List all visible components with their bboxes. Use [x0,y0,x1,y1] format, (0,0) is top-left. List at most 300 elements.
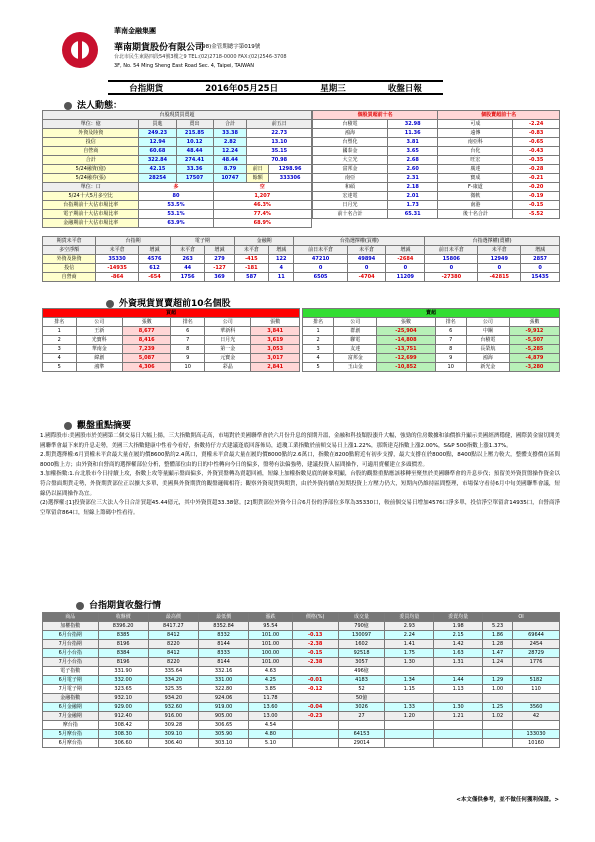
table-cell: 306.60 [98,739,148,748]
table-cell: 4.25 [249,676,292,685]
bull-label: 多 [139,183,213,192]
table-cell: 7,239 [122,345,171,354]
license-number: (98)金管期總字第019號 [200,44,261,50]
table-cell [513,667,560,676]
table-cell: 64153 [338,730,385,739]
stock-value: -0.20 [513,183,560,192]
table-cell: 投信 [43,138,139,147]
table-cell: 53.5% [139,201,213,210]
table-cell: 12949 [478,255,521,264]
table-cell: 2 [43,336,77,345]
table-cell: 1.15 [385,685,434,694]
table-cell [513,694,560,703]
table-cell: -10,852 [377,363,435,372]
foreign-sell-table [302,308,560,372]
table-cell: 0 [478,264,521,273]
stock-name: 微軟 [438,192,513,201]
table-cell: -415 [234,255,268,264]
table-cell: 7 [171,336,205,345]
table-cell [483,739,513,748]
table-cell: 聯電 [334,336,377,345]
table-row [313,201,560,210]
table-cell: 1.34 [385,676,434,685]
table-cell: 台指期前十大佔市場比率 [43,201,139,210]
table-cell: 279 [205,255,234,264]
column-header: 公司 [76,318,122,327]
table-cell: 第一金 [205,345,251,354]
table-cell: 自營商 [43,147,139,156]
stock-value: -0.28 [513,165,560,174]
table-cell [292,622,338,631]
table-cell: -13,751 [377,345,435,354]
table-cell: 7月小台指 [43,658,99,667]
table-cell: 11 [268,273,294,282]
column-header: 收盤價 [98,613,148,622]
table-cell: 摩台指 [43,721,99,730]
table-cell: 305.90 [199,730,249,739]
stock-value: 3.65 [387,147,437,156]
table-cell: 玉山金 [334,363,377,372]
table-cell: 496億 [338,667,385,676]
column-header: 最高價 [148,613,198,622]
table-cell: 3026 [338,703,385,712]
table-cell: 335.64 [148,667,198,676]
column-header: 合計 [213,120,247,129]
table-cell: 光寶科 [76,336,122,345]
table-cell: 919.00 [199,703,249,712]
stock-name: 鴻海 [313,129,388,138]
stock-value: -0.43 [513,147,560,156]
stock-name: 日月光 [313,201,388,210]
column-header: 買進 [139,120,176,129]
company-name: 華南期貨股份有限公司 [114,43,205,53]
stock-value: -0.15 [513,201,560,210]
bullet-icon [106,300,114,308]
table-cell: 8417.27 [148,622,198,631]
table-cell: 華南金 [76,345,122,354]
company-logo [62,32,98,68]
table-cell: 101.00 [249,640,292,649]
table-cell: 4 [303,354,334,363]
table-cell [513,622,560,631]
table-cell: 46.3% [213,201,311,210]
table-cell: 334.20 [148,676,198,685]
table-row [43,327,300,336]
table-cell: 28729 [513,649,560,658]
table-cell: 274.41 [176,156,213,165]
column-header: 委賣均量 [434,613,483,622]
table-cell: 8220 [148,658,198,667]
commentary-paragraph: 3.加權指數:1.台北股市今日持續上攻，指數上攻等量顯示盤面偏多，外資買盤轉為賣超回補，短線上加權指數見底的跡象明顯，台股的觀盤重點應該移轉至聚焦於美國聯準會的升息步伐；預留美外資買盤操作資金以符合盤面期貨走勢，外資期貨部位正以擴大多單，美國與外資期貨的觀盤邏輯相符；觀察外資現貨與期貨，由於外資持續在短期投資上方壓力仍大，短期內仍維持區間整理，市場保守看待6月中旬美國聯準會議，短線仍以區間操作為宜。 [40,471,560,497]
table-cell: 1.86 [483,631,513,640]
table-cell [292,694,338,703]
column-header: 增減 [386,246,425,255]
table-cell: 70.98 [247,156,312,165]
table-cell: 新光金 [466,363,509,372]
section-summary-title: 觀盤重點摘要 [64,418,131,431]
column-header: 公司 [205,318,251,327]
table-cell: 3,053 [251,345,300,354]
stock-name: 前十名合計 [313,210,388,219]
table-cell: -864 [96,273,139,282]
table-cell: 2.15 [434,631,483,640]
table-cell: 5 [303,363,334,372]
table-row [43,363,300,372]
top-stocks-table [312,110,560,219]
table-cell: 5 [43,363,77,372]
report-title-bar [108,80,443,95]
stock-name: 台積電 [313,120,388,129]
table-cell: 42 [513,712,560,721]
table-cell: 47210 [294,255,347,264]
group-name: 華南金融集團 [114,27,156,35]
table-cell: -0.01 [292,676,338,685]
column-header: 委買均量 [385,613,434,622]
stock-value: 2.01 [387,192,437,201]
stock-name: 廣達 [438,165,513,174]
table-cell: 17507 [176,174,213,183]
table-cell: 77.4% [213,210,311,219]
table-cell: 48.44 [213,156,247,165]
title-weekday: 星期三 [320,83,346,94]
column-header: 排名 [171,318,205,327]
table-cell: 6月摩台指 [43,739,99,748]
table-cell: -654 [138,273,170,282]
table-cell: 612 [138,264,170,273]
table-cell: 1.20 [385,712,434,721]
column-header: 未平倉 [171,246,205,255]
table-cell: -127 [205,264,234,273]
table-row [43,658,560,667]
table-cell: 1.25 [483,703,513,712]
table-cell [292,730,338,739]
table-row [43,631,560,640]
table-cell: -12,699 [377,354,435,363]
table-cell: 1.44 [434,676,483,685]
table-cell: 100.00 [249,649,292,658]
table-cell [434,667,483,676]
table-row [43,676,560,685]
table-cell [434,739,483,748]
table-cell: 587 [234,273,268,282]
table-cell: 長榮航 [466,345,509,354]
table-cell [483,721,513,730]
table-row [43,138,312,147]
table-row [313,165,560,174]
table-cell: 8196 [98,640,148,649]
table-row [303,345,560,354]
table-cell: -2.38 [292,640,338,649]
table-cell: 932.10 [98,694,148,703]
table-cell: 912.40 [98,712,148,721]
table-cell: -5,507 [509,336,559,345]
table-cell: 5.23 [483,622,513,631]
table-cell: 308.30 [98,730,148,739]
stock-value: 2.60 [387,165,437,174]
table-cell: 8,416 [122,336,171,345]
table-row [43,147,312,156]
table-cell: 合計 [43,156,139,165]
table-cell: -0.23 [292,712,338,721]
table-cell: 0 [294,264,347,273]
table-cell: 王新 [76,327,122,336]
table-cell: 華新科 [205,327,251,336]
column-header: 增減 [205,246,234,255]
table-cell: 5,087 [122,354,171,363]
table-cell: 鴻海 [466,354,509,363]
table-cell: 金融期前十大佔市場比率 [43,219,139,228]
table-cell: 6月小台指 [43,649,99,658]
table-cell: 6505 [294,273,347,282]
table-cell: 7月台指期 [43,640,99,649]
table-cell: 10160 [513,739,560,748]
column-header: 前日未平倉 [425,246,478,255]
table-cell: 7 [435,336,466,345]
table-row [43,730,560,739]
table-cell: 1.24 [483,658,513,667]
table-cell: 3,841 [251,327,300,336]
table-cell: 322.84 [139,156,176,165]
table-cell: 金融指數 [43,694,99,703]
table-row [43,174,312,183]
column-header: OI [483,613,560,622]
table-row [43,165,312,174]
table-cell: 投信 [43,264,96,273]
group-header: 台指選擇權(買權) [294,237,425,246]
table-cell: -25,904 [377,327,435,336]
table-cell: 6月金融期 [43,703,99,712]
table-row [313,192,560,201]
table-row [43,201,312,210]
stock-name: 宏達電 [313,192,388,201]
top-buy-title: 個股買超前十名 [313,111,438,120]
table-cell: 5182 [513,676,560,685]
table-cell: 2.24 [385,631,434,640]
table-cell: -14,808 [377,336,435,345]
column-header: 多空淨額 [43,246,96,255]
institutional-caption: 台股現貨買賣超 [43,111,312,120]
table-cell: 332.00 [98,676,148,685]
table-cell: 33.36 [176,165,213,174]
stock-name: 國泰金 [313,147,388,156]
table-row [43,685,560,694]
table-cell: -9,912 [509,327,559,336]
table-cell: 68.9% [213,219,311,228]
table-cell [385,739,434,748]
stock-name: 台塑化 [313,138,388,147]
column-header: 成交量 [338,613,385,622]
stock-name: 富邦金 [313,165,388,174]
table-cell: 富邦金 [334,354,377,363]
table-cell: 9 [435,354,466,363]
table-cell: 11209 [386,273,425,282]
table-cell: 8144 [199,658,249,667]
table-cell [385,721,434,730]
table-cell: 63.9% [139,219,213,228]
table-cell: 35.15 [247,147,312,156]
table-cell: -0.15 [292,649,338,658]
table-row [43,649,560,658]
table-cell [483,730,513,739]
table-cell: -4,879 [509,354,559,363]
table-cell [292,739,338,748]
table-cell: 4576 [138,255,170,264]
table-row [43,255,560,264]
table-cell: 1.21 [434,712,483,721]
table-cell: 10747 [213,174,247,183]
table-cell: 8352.84 [199,622,249,631]
table-row [43,703,560,712]
table-cell: 11.78 [249,694,292,703]
table-cell: 333306 [269,174,312,183]
table-cell: 1298.96 [269,165,312,174]
table-cell: 1756 [171,273,205,282]
commentary-paragraph: 2.期貨選擇權:6月買權未平倉最大量在履約價8600點約2.4萬口，賣權未平倉最大量在履約價8000點約2.6萬口，指數在8200點附近有初步支撐，最大支撐在於8000點，8400點以上壓力較大，整體支撐價在區間8000點上方；由外資和自營商的選擇權部位分析，整體部位由的日的中性轉向今日的偏多，盤勢有法偏強勢，建議投資人區間操作，可適用賣權建立多頭價差。 [40,452,560,468]
table-cell: 4183 [338,676,385,685]
table-cell: 電子期前十大佔市場比率 [43,210,139,219]
column-header: 未平倉 [347,246,386,255]
table-cell: 8220 [148,640,198,649]
stock-value: -2.24 [513,120,560,129]
table-cell: 60.68 [139,147,176,156]
stock-value: 2.31 [387,174,437,183]
table-cell: -0.12 [292,685,338,694]
top-sell-title: 個股賣超前十名 [438,111,560,120]
table-cell: 35330 [96,255,139,264]
table-cell: 1602 [338,640,385,649]
table-cell: 932.60 [148,703,198,712]
table-cell [513,721,560,730]
table-cell: 5月摩台指 [43,730,99,739]
table-cell: 4 [43,354,77,363]
table-cell: -0.13 [292,631,338,640]
table-cell: 322.80 [199,685,249,694]
table-cell: 50億 [338,694,385,703]
table-cell: 332.16 [199,667,249,676]
table-cell: 4.54 [249,721,292,730]
table-cell: 15435 [521,273,560,282]
table-row [313,138,560,147]
table-row [43,721,560,730]
table-cell: 12.94 [139,138,176,147]
table-cell: 2.93 [385,622,434,631]
section-quotes-title: 台指期貨收盤行情 [76,598,161,611]
table-cell: 1.98 [434,622,483,631]
table-cell: 1 [303,327,334,336]
table-cell: 5.10 [249,739,292,748]
table-cell: 0 [386,264,425,273]
table-cell: 8384 [98,649,148,658]
table-cell: 3,017 [251,354,300,363]
table-cell: 4.63 [249,667,292,676]
table-cell: 7月電子期 [43,685,99,694]
table-row [43,712,560,721]
table-cell: 13.10 [247,138,312,147]
table-cell: 1.02 [483,712,513,721]
title-date: 2016年05月25日 [205,83,279,94]
table-cell: 325.35 [148,685,198,694]
table-row [303,327,560,336]
table-row [313,156,560,165]
stock-value: -0.35 [513,156,560,165]
title-product: 台指期貨 [129,83,164,94]
table-cell: 中鋼 [466,327,509,336]
table-cell [385,694,434,703]
table-cell: -14935 [96,264,139,273]
table-cell: 6月台指期 [43,631,99,640]
table-cell: -2.38 [292,658,338,667]
table-cell: 27 [338,712,385,721]
table-cell: 53.1% [139,210,213,219]
table-cell [434,694,483,703]
column-header: 排名 [303,318,334,327]
table-cell: 1 [43,327,77,336]
foreign-buy-table [42,308,300,372]
table-cell: 10 [435,363,466,372]
table-cell: 4.80 [249,730,292,739]
table-cell: 6 [171,327,205,336]
table-cell: 1.47 [483,649,513,658]
stock-name: 旺宏 [438,156,513,165]
table-cell: 9 [171,354,205,363]
title-report: 收盤日報 [387,83,422,94]
table-cell: 1.63 [434,649,483,658]
table-cell: 33.38 [213,129,247,138]
table-cell: 306.65 [199,721,249,730]
stock-name: 台化 [438,147,513,156]
stock-name: 寶成 [438,174,513,183]
table-cell [385,730,434,739]
table-cell: 0 [347,264,386,273]
table-cell: 249.23 [139,129,176,138]
table-cell: 22.73 [247,129,312,138]
table-row [313,174,560,183]
table-cell: 6 [435,327,466,336]
table-cell: 前日 [247,165,269,174]
group-header: 台指選擇權(賣權) [425,237,560,246]
section-institutional-title: 法人動態： [64,98,122,111]
table-cell [385,667,434,676]
table-cell: 友達 [334,345,377,354]
table-cell: 台積電 [466,336,509,345]
stock-name: 南亞 [313,174,388,183]
address-en: 3F, No. 54 Ming Sheng East Road Sec. 4, Taipei, TAIWAN [114,63,255,69]
column-header: 增減 [521,246,560,255]
stock-value: 32.98 [387,120,437,129]
table-cell: 0 [521,264,560,273]
stock-value: -0.21 [513,174,560,183]
table-cell: 加權指數 [43,622,99,631]
foreign-buy-title: 買超 [43,309,300,318]
stock-name: 大立光 [313,156,388,165]
table-cell [292,667,338,676]
table-cell: 80 [139,192,213,201]
table-cell: 369 [205,273,234,282]
table-cell: 8 [171,345,205,354]
table-cell: 8333 [199,649,249,658]
table-cell: 110 [513,685,560,694]
stock-value: 2.68 [387,156,437,165]
table-cell: 2454 [513,640,560,649]
table-cell: 130097 [338,631,385,640]
stock-name: 南亞科 [438,138,513,147]
table-cell: -0.04 [292,703,338,712]
table-cell: -181 [234,264,268,273]
table-cell: 8412 [148,649,198,658]
table-cell: 1,207 [213,192,311,201]
column-header: 排名 [43,318,77,327]
table-cell: 1.75 [385,649,434,658]
